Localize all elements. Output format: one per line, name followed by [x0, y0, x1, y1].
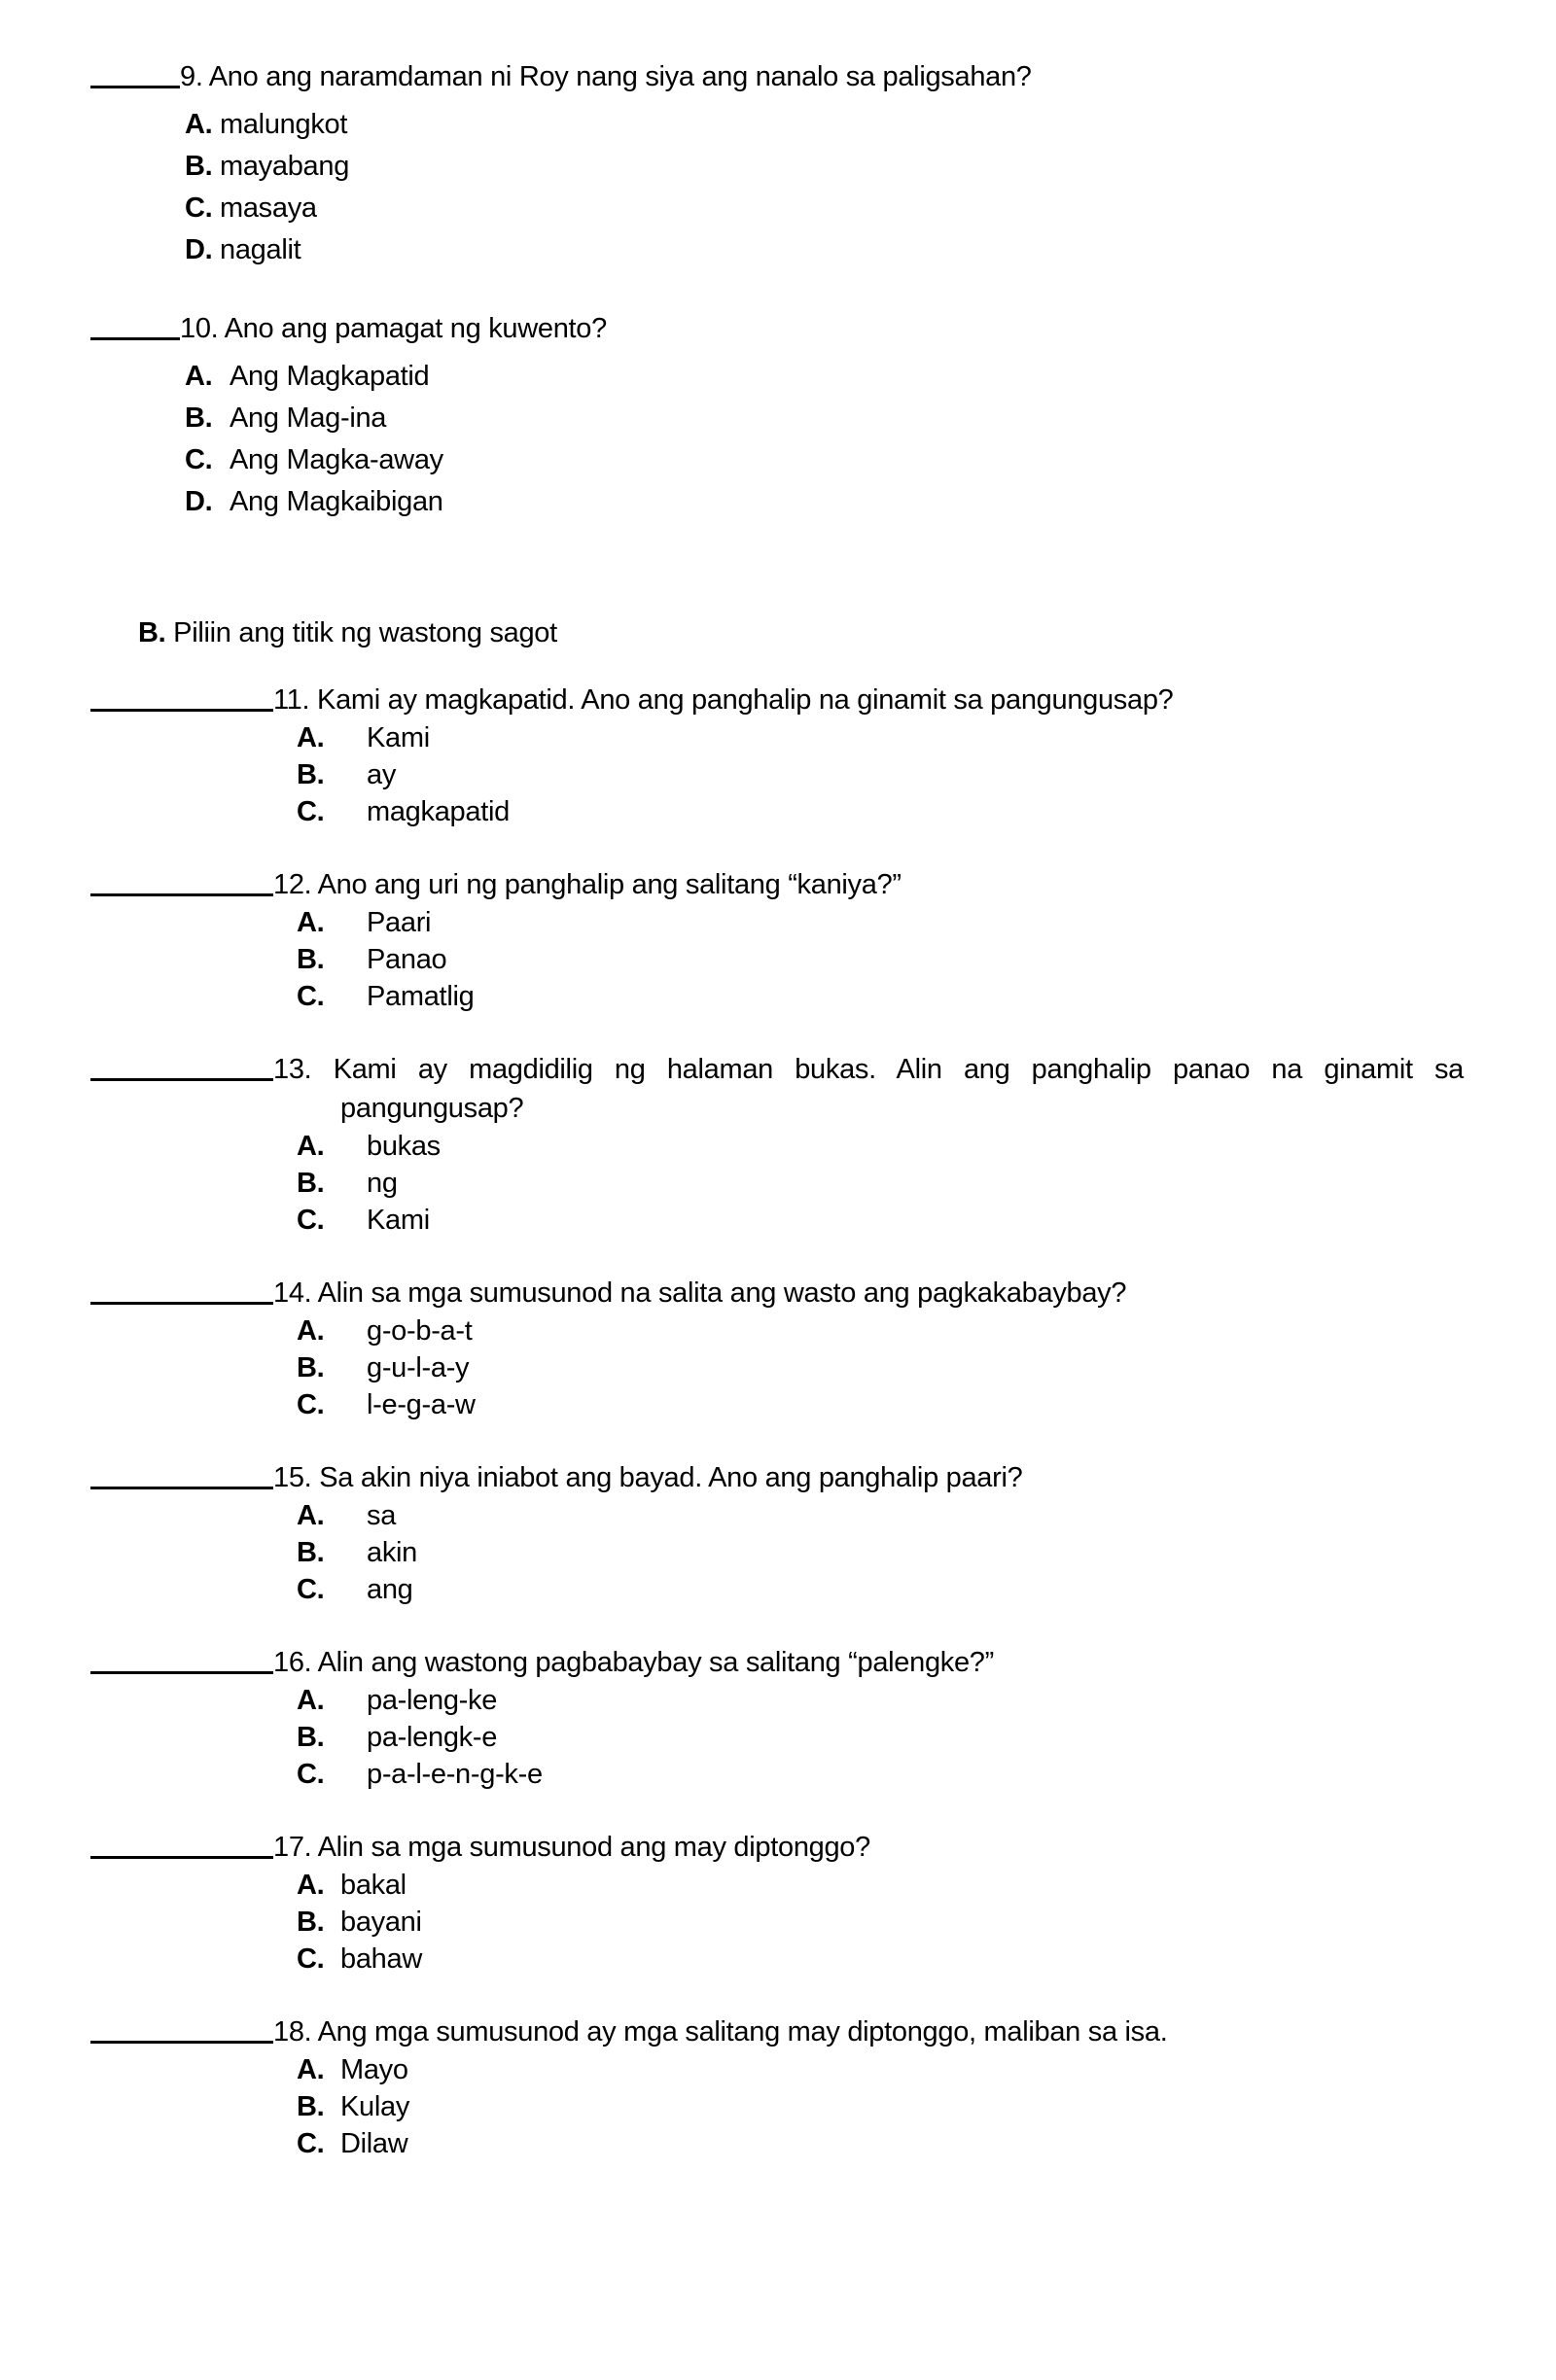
- option-text: magkapatid: [367, 796, 510, 827]
- question-text: Ano ang uri ng panghalip ang salitang “kaniya?”: [317, 869, 902, 900]
- option-label: B.: [297, 2091, 325, 2122]
- option-label: A.: [185, 109, 213, 140]
- answer-blank: [90, 1487, 273, 1489]
- question-number: 9.: [180, 61, 203, 92]
- question-text: Ano ang naramdaman ni Roy nang siya ang nanalo sa paligsahan?: [208, 61, 1032, 92]
- option-row: [297, 1497, 1464, 1534]
- option-label: C.: [185, 444, 213, 475]
- question-text: Alin sa mga sumusunod ang may diptonggo?: [317, 1832, 870, 1863]
- options-list: [90, 1497, 1464, 1608]
- question-line: [90, 681, 1464, 719]
- answer-blank: [90, 86, 180, 88]
- option-text: ay: [367, 759, 397, 790]
- section-b-heading-label: B.: [138, 617, 166, 648]
- options-list: [90, 104, 1464, 271]
- options-list: [90, 1128, 1464, 1239]
- option-label: B.: [297, 759, 325, 790]
- options-list: [90, 2051, 1464, 2162]
- option-label: C.: [297, 981, 325, 1012]
- option-row: [297, 793, 1464, 830]
- option-text: bakal: [340, 1870, 407, 1901]
- option-text: nagalit: [220, 234, 301, 265]
- option-text: ang: [367, 1574, 413, 1605]
- question-number: 11.: [273, 684, 310, 716]
- option-row: [297, 1571, 1464, 1608]
- question-item: [90, 1643, 1464, 1793]
- option-label: A.: [185, 361, 213, 392]
- option-label: C.: [297, 1943, 325, 1975]
- answer-blank: [90, 1302, 273, 1305]
- section-b: [90, 681, 1464, 2162]
- option-row: [297, 1756, 1464, 1793]
- option-row: [297, 2051, 1464, 2088]
- question-text: Alin sa mga sumusunod na salita ang wasto ang pagkakabaybay?: [317, 1278, 1127, 1309]
- option-text: Paari: [367, 907, 432, 938]
- option-row: [297, 941, 1464, 978]
- option-text: masaya: [220, 192, 317, 224]
- option-label: C.: [297, 1759, 325, 1790]
- option-label: A.: [297, 2054, 325, 2085]
- option-text: Mayo: [340, 2054, 408, 2085]
- option-row: [297, 1867, 1464, 1904]
- answer-blank: [90, 2041, 273, 2044]
- question-line: [90, 2012, 1464, 2051]
- options-list: [90, 356, 1464, 523]
- question-number: 10.: [180, 313, 219, 344]
- option-text: pa-lengk-e: [367, 1722, 498, 1753]
- question-item: [90, 1050, 1464, 1239]
- option-text: Ang Magkapatid: [230, 361, 430, 392]
- question-number: 14.: [273, 1278, 312, 1309]
- option-label: C.: [297, 1389, 325, 1420]
- question-number: 12.: [273, 869, 312, 900]
- section-a: [90, 56, 1464, 523]
- option-text: akin: [367, 1537, 417, 1568]
- option-label: D.: [185, 234, 213, 265]
- question-text: Ano ang pamagat ng kuwento?: [224, 313, 607, 344]
- option-text: g-o-b-a-t: [367, 1315, 473, 1347]
- option-row: [297, 2088, 1464, 2125]
- question-line: [90, 308, 1464, 350]
- question-item: [90, 1274, 1464, 1423]
- option-row: [297, 2125, 1464, 2162]
- question-item: [90, 308, 1464, 523]
- option-label: C.: [297, 1574, 325, 1605]
- option-label: A.: [297, 1131, 325, 1162]
- option-text: Kulay: [340, 2091, 410, 2122]
- option-label: D.: [185, 486, 213, 517]
- option-label: B.: [185, 151, 213, 182]
- option-label: A.: [297, 1685, 325, 1716]
- question-number: 18.: [273, 2016, 312, 2048]
- question-line: [90, 1643, 1464, 1682]
- option-text: Pamatlig: [367, 981, 475, 1012]
- option-row: [297, 1904, 1464, 1941]
- option-row: [297, 756, 1464, 793]
- option-label: B.: [297, 1168, 325, 1199]
- option-row: [297, 904, 1464, 941]
- option-label: B.: [185, 402, 213, 434]
- question-number: 16.: [273, 1647, 312, 1678]
- option-label: B.: [297, 1722, 325, 1753]
- answer-blank: [90, 1856, 273, 1859]
- option-row: [297, 1128, 1464, 1165]
- option-row: [185, 398, 1464, 439]
- option-text: l-e-g-a-w: [367, 1389, 476, 1420]
- answer-blank: [90, 1671, 273, 1674]
- option-label: C.: [297, 796, 325, 827]
- option-text: bukas: [367, 1131, 441, 1162]
- question-line: [90, 1050, 1464, 1128]
- option-text: Kami: [367, 722, 430, 753]
- option-text: bayani: [340, 1907, 422, 1938]
- option-row: [297, 1312, 1464, 1349]
- option-row: [185, 146, 1464, 188]
- question-text: Ang mga sumusunod ay mga salitang may diptonggo, maliban sa isa.: [317, 2016, 1168, 2048]
- option-row: [185, 188, 1464, 229]
- option-row: [297, 1165, 1464, 1202]
- question-line: [90, 865, 1464, 904]
- question-line: [90, 1828, 1464, 1867]
- option-text: Panao: [367, 944, 447, 975]
- option-row: [297, 1202, 1464, 1239]
- option-text: bahaw: [340, 1943, 422, 1975]
- question-item: [90, 681, 1464, 830]
- question-number: 15.: [273, 1462, 312, 1493]
- option-text: mayabang: [220, 151, 350, 182]
- option-text: Ang Magkaibigan: [230, 486, 443, 517]
- option-text: Dilaw: [340, 2128, 408, 2159]
- answer-blank: [90, 337, 180, 340]
- option-label: C.: [185, 192, 213, 224]
- answer-blank: [90, 893, 273, 896]
- option-label: B.: [297, 1907, 325, 1938]
- option-text: pa-leng-ke: [367, 1685, 498, 1716]
- question-item: [90, 2012, 1464, 2162]
- question-line: [90, 1458, 1464, 1497]
- answer-blank: [90, 1078, 273, 1081]
- option-text: Kami: [367, 1205, 430, 1236]
- option-label: A.: [297, 1500, 325, 1531]
- option-label: A.: [297, 1315, 325, 1347]
- option-text: Ang Mag-ina: [230, 402, 387, 434]
- option-row: [185, 481, 1464, 523]
- option-row: [297, 978, 1464, 1015]
- option-label: C.: [297, 2128, 325, 2159]
- question-text: Sa akin niya iniabot ang bayad. Ano ang panghalip paari?: [319, 1462, 1023, 1493]
- option-text: g-u-l-a-y: [367, 1352, 470, 1383]
- options-list: [90, 719, 1464, 830]
- option-row: [297, 719, 1464, 756]
- option-label: A.: [297, 1870, 325, 1901]
- question-number: 13.: [273, 1054, 312, 1085]
- question-item: [90, 1828, 1464, 1978]
- section-b-heading: [138, 612, 1464, 654]
- options-list: [90, 904, 1464, 1015]
- option-row: [185, 439, 1464, 481]
- options-list: [90, 1682, 1464, 1793]
- option-row: [297, 1534, 1464, 1571]
- option-row: [185, 229, 1464, 271]
- question-item: [90, 1458, 1464, 1608]
- question-number: 17.: [273, 1832, 312, 1863]
- option-label: B.: [297, 944, 325, 975]
- question-text: Alin ang wastong pagbabaybay sa salitang “palengke?”: [317, 1647, 994, 1678]
- option-label: C.: [297, 1205, 325, 1236]
- option-text: sa: [367, 1500, 397, 1531]
- option-row: [297, 1719, 1464, 1756]
- option-row: [297, 1349, 1464, 1386]
- option-label: B.: [297, 1352, 325, 1383]
- option-text: malungkot: [220, 109, 348, 140]
- options-list: [90, 1867, 1464, 1978]
- option-text: p-a-l-e-n-g-k-e: [367, 1759, 543, 1790]
- option-text: Ang Magka-away: [230, 444, 443, 475]
- section-b-heading-text: Piliin ang titik ng wastong sagot: [165, 617, 557, 648]
- option-row: [185, 104, 1464, 146]
- question-item: [90, 56, 1464, 271]
- option-label: A.: [297, 907, 325, 938]
- question-text: Kami ay magkapatid. Ano ang panghalip na ginamit sa pangungusap?: [317, 684, 1174, 716]
- question-item: [90, 865, 1464, 1015]
- options-list: [90, 1312, 1464, 1423]
- question-line: [90, 56, 1464, 98]
- option-label: A.: [297, 722, 325, 753]
- option-row: [297, 1386, 1464, 1423]
- option-row: [297, 1682, 1464, 1719]
- answer-blank: [90, 709, 273, 712]
- question-text: Kami ay magdidilig ng halaman bukas. Alin ang panghalip panao na ginamit sa pangungusap?: [333, 1054, 1464, 1124]
- option-label: B.: [297, 1537, 325, 1568]
- question-line: [90, 1274, 1464, 1312]
- option-text: ng: [367, 1168, 398, 1199]
- option-row: [185, 356, 1464, 398]
- option-row: [297, 1941, 1464, 1978]
